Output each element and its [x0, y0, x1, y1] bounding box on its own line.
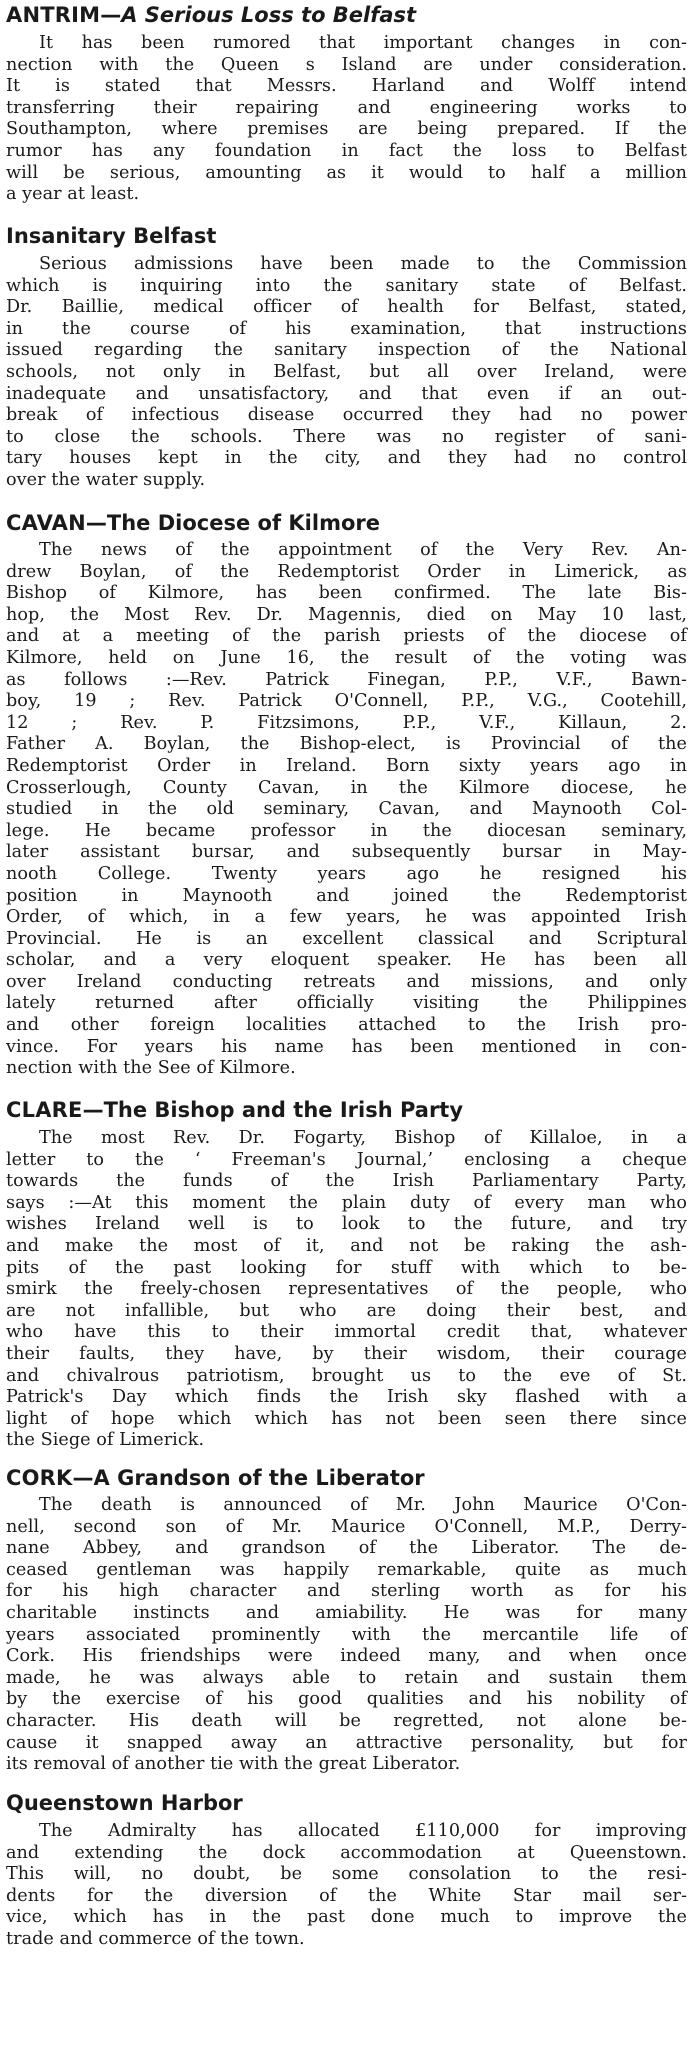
body-line: Bishop of Kilmore, has been confirmed. The late Bis-: [6, 583, 687, 604]
body-line: It is stated that Messrs. Harland and Wolff intend: [6, 76, 687, 97]
article-headline: [6, 2, 687, 28]
headline-topic: The Diocese of Kilmore: [106, 511, 380, 535]
body-line: in the course of his examination, that instructions: [6, 318, 687, 339]
body-line: will be serious, amounting as it would to half a million: [6, 162, 687, 183]
body-line: Redemptorist Order in Ireland. Born sixty years ago in: [6, 755, 687, 776]
body-line: inadequate and unsatisfactory, and that even if an out-: [6, 383, 687, 404]
body-line: pits of the past looking for stuff with which to be-: [6, 1257, 687, 1278]
article-headline: [6, 1097, 687, 1123]
article-body: [6, 1495, 687, 1776]
body-line: a year at least.: [6, 184, 140, 205]
body-line: Kilmore, held on June 16, the result of the voting was: [6, 647, 687, 668]
body-line: ceased gentleman was happily remarkable, quite as much: [6, 1559, 687, 1580]
body-line: It has been rumored that important changes in con-: [39, 33, 687, 53]
body-line: lege. He became professor in the diocesan seminary,: [6, 820, 687, 841]
body-line: The death is announced of Mr. John Maurice O'Con-: [39, 1495, 687, 1515]
body-line: break of infectious disease occurred they had no power: [6, 405, 687, 426]
headline-place: CAVAN: [6, 511, 86, 535]
headline-dash: —: [85, 511, 107, 535]
body-line: Cork. His friendships were indeed many, and when once: [6, 1646, 687, 1667]
article-cork: [6, 1465, 687, 1776]
body-line: The Admiralty has allocated £110,000 for improving: [39, 1821, 687, 1841]
body-line: rumor has any foundation in fact the loss to Belfast: [6, 140, 687, 161]
article-cavan: [6, 510, 687, 1080]
body-line: lately returned after officially visiting the Philippines: [6, 993, 687, 1014]
body-line: later assistant bursar, and subsequently bursar in May-: [6, 842, 687, 863]
body-line: vice, which has in the past done much to improve the: [6, 1907, 687, 1928]
article-body: [6, 1821, 687, 1951]
headline-place: ANTRIM: [6, 3, 101, 27]
body-line: boy, 19 ; Rev. Patrick O'Connell, P.P., V.G., Cootehill,: [6, 691, 687, 712]
headline-dash: —: [82, 1098, 104, 1122]
article-queenstown-harbor: [6, 1790, 687, 1951]
body-line: nane Abbey, and grandson of the Liberator. The de-: [6, 1538, 687, 1559]
headline-topic: Insanitary Belfast: [6, 224, 217, 248]
headline-place: CORK: [6, 1466, 73, 1490]
headline-topic: A Grandson of the Liberator: [93, 1466, 425, 1490]
headline-topic: Queenstown Harbor: [6, 1791, 243, 1815]
body-line: charitable instincts and amiability. He was for many: [6, 1602, 687, 1623]
body-line: The news of the appointment of the Very Rev. An-: [39, 540, 687, 560]
body-line: studied in the old seminary, Cavan, and Maynooth Col-: [6, 799, 687, 820]
body-line: hop, the Most Rev. Dr. Magennis, died on May 10 last,: [6, 604, 687, 625]
body-line: dents for the diversion of the White Star mail ser-: [6, 1885, 687, 1906]
body-line: and extending the dock accommodation at Queenstown.: [6, 1842, 687, 1863]
body-line: nection with the See of Kilmore.: [6, 1058, 296, 1079]
body-line: This will, no doubt, be some consolation to the resi-: [6, 1864, 687, 1885]
body-line: years associated prominently with the mercantile life of: [6, 1624, 687, 1645]
body-line: says :—At this moment the plain duty of every man who: [6, 1192, 687, 1213]
body-line: nell, second son of Mr. Maurice O'Connell, M.P., Derry-: [6, 1516, 687, 1537]
body-line: transferring their repairing and engineering works to: [6, 97, 687, 118]
body-line: over the water supply.: [6, 469, 206, 490]
body-line: who have this to their immortal credit that, whatever: [6, 1322, 687, 1343]
body-line: nection with the Queen s Island are under consideration.: [6, 54, 687, 75]
body-line: its removal of another tie with the great Liberator.: [6, 1754, 461, 1775]
body-line: cause it snapped away an attractive personality, but for: [6, 1732, 687, 1753]
article-body: [6, 1128, 687, 1452]
article-insanitary-belfast: [6, 223, 687, 492]
body-line: to close the schools. There was no register of sani-: [6, 426, 687, 447]
body-line: tary houses kept in the city, and they had no control: [6, 448, 687, 469]
body-line: Dr. Baillie, medical officer of health for Belfast, stated,: [6, 297, 687, 318]
body-line: drew Boylan, of the Redemptorist Order in Limerick, as: [6, 561, 687, 582]
headline-topic: The Bishop and the Irish Party: [103, 1098, 464, 1122]
article-body: [6, 33, 687, 206]
body-line: Crosserlough, County Cavan, in the Kilmore diocese, he: [6, 777, 687, 798]
article-body: [6, 254, 687, 492]
body-line: and other foreign localities attached to the Irish pro-: [6, 1015, 687, 1036]
body-line: trade and commerce of the town.: [6, 1928, 305, 1949]
body-line: their faults, they have, by their wisdom, their courage: [6, 1343, 687, 1364]
body-line: vince. For years his name has been mentioned in con-: [6, 1036, 687, 1057]
article-clare: [6, 1097, 687, 1452]
body-line: and at a meeting of the parish priests of the diocese of: [6, 626, 687, 647]
body-line: Father A. Boylan, the Bishop-elect, is Provincial of the: [6, 734, 687, 755]
body-line: are not infallible, but who are doing their best, and: [6, 1300, 687, 1321]
body-line: Order, of which, in a few years, he was appointed Irish: [6, 907, 687, 928]
body-line: the Siege of Limerick.: [6, 1430, 205, 1451]
article-antrim: [6, 2, 687, 206]
body-line: made, he was always able to retain and sustain them: [6, 1667, 687, 1688]
body-line: smirk the freely-chosen representatives of the people, who: [6, 1279, 687, 1300]
body-line: wishes Ireland well is to look to the future, and try: [6, 1214, 687, 1235]
body-line: position in Maynooth and joined the Redemptorist: [6, 885, 687, 906]
body-line: over Ireland conducting retreats and missions, and only: [6, 971, 687, 992]
body-line: letter to the ‘ Freeman's Journal,’ enclosing a cheque: [6, 1149, 687, 1170]
body-line: Patrick's Day which finds the Irish sky flashed with a: [6, 1387, 687, 1408]
article-headline: [6, 223, 687, 249]
article-headline: [6, 1465, 687, 1491]
body-line: as follows :—Rev. Patrick Finegan, P.P., V.F., Bawn-: [6, 669, 687, 690]
article-headline: [6, 1790, 687, 1816]
headline-dash: —: [100, 3, 122, 27]
body-line: nooth College. Twenty years ago he resigned his: [6, 863, 687, 884]
body-line: scholar, and a very eloquent speaker. He has been all: [6, 950, 687, 971]
body-line: which is inquiring into the sanitary state of Belfast.: [6, 275, 687, 296]
body-line: character. His death will be regretted, not alone be-: [6, 1710, 687, 1731]
article-headline: [6, 510, 687, 536]
headline-dash: —: [72, 1466, 94, 1490]
body-line: light of hope which which has not been seen there since: [6, 1408, 687, 1429]
article-body: [6, 540, 687, 1080]
body-line: Provincial. He is an excellent classical and Scriptural: [6, 928, 687, 949]
body-line: by the exercise of his good qualities and his nobility of: [6, 1689, 687, 1710]
body-line: and make the most of it, and not be raking the ash-: [6, 1235, 687, 1256]
body-line: issued regarding the sanitary inspection of the National: [6, 340, 687, 361]
body-line: towards the funds of the Irish Parliamentary Party,: [6, 1171, 687, 1192]
body-line: 12 ; Rev. P. Fitzsimons, P.P., V.F., Killaun, 2.: [6, 712, 687, 733]
body-line: Southampton, where premises are being prepared. If the: [6, 119, 687, 140]
headline-topic: A Serious Loss to Belfast: [121, 3, 417, 27]
body-line: for his high character and sterling worth as for his: [6, 1581, 687, 1602]
body-line: Serious admissions have been made to the Commission: [39, 254, 687, 274]
headline-place: CLARE: [6, 1098, 83, 1122]
body-line: and chivalrous patriotism, brought us to the eve of St.: [6, 1365, 687, 1386]
body-line: The most Rev. Dr. Fogarty, Bishop of Killaloe, in a: [39, 1128, 687, 1148]
body-line: schools, not only in Belfast, but all over Ireland, were: [6, 361, 687, 382]
